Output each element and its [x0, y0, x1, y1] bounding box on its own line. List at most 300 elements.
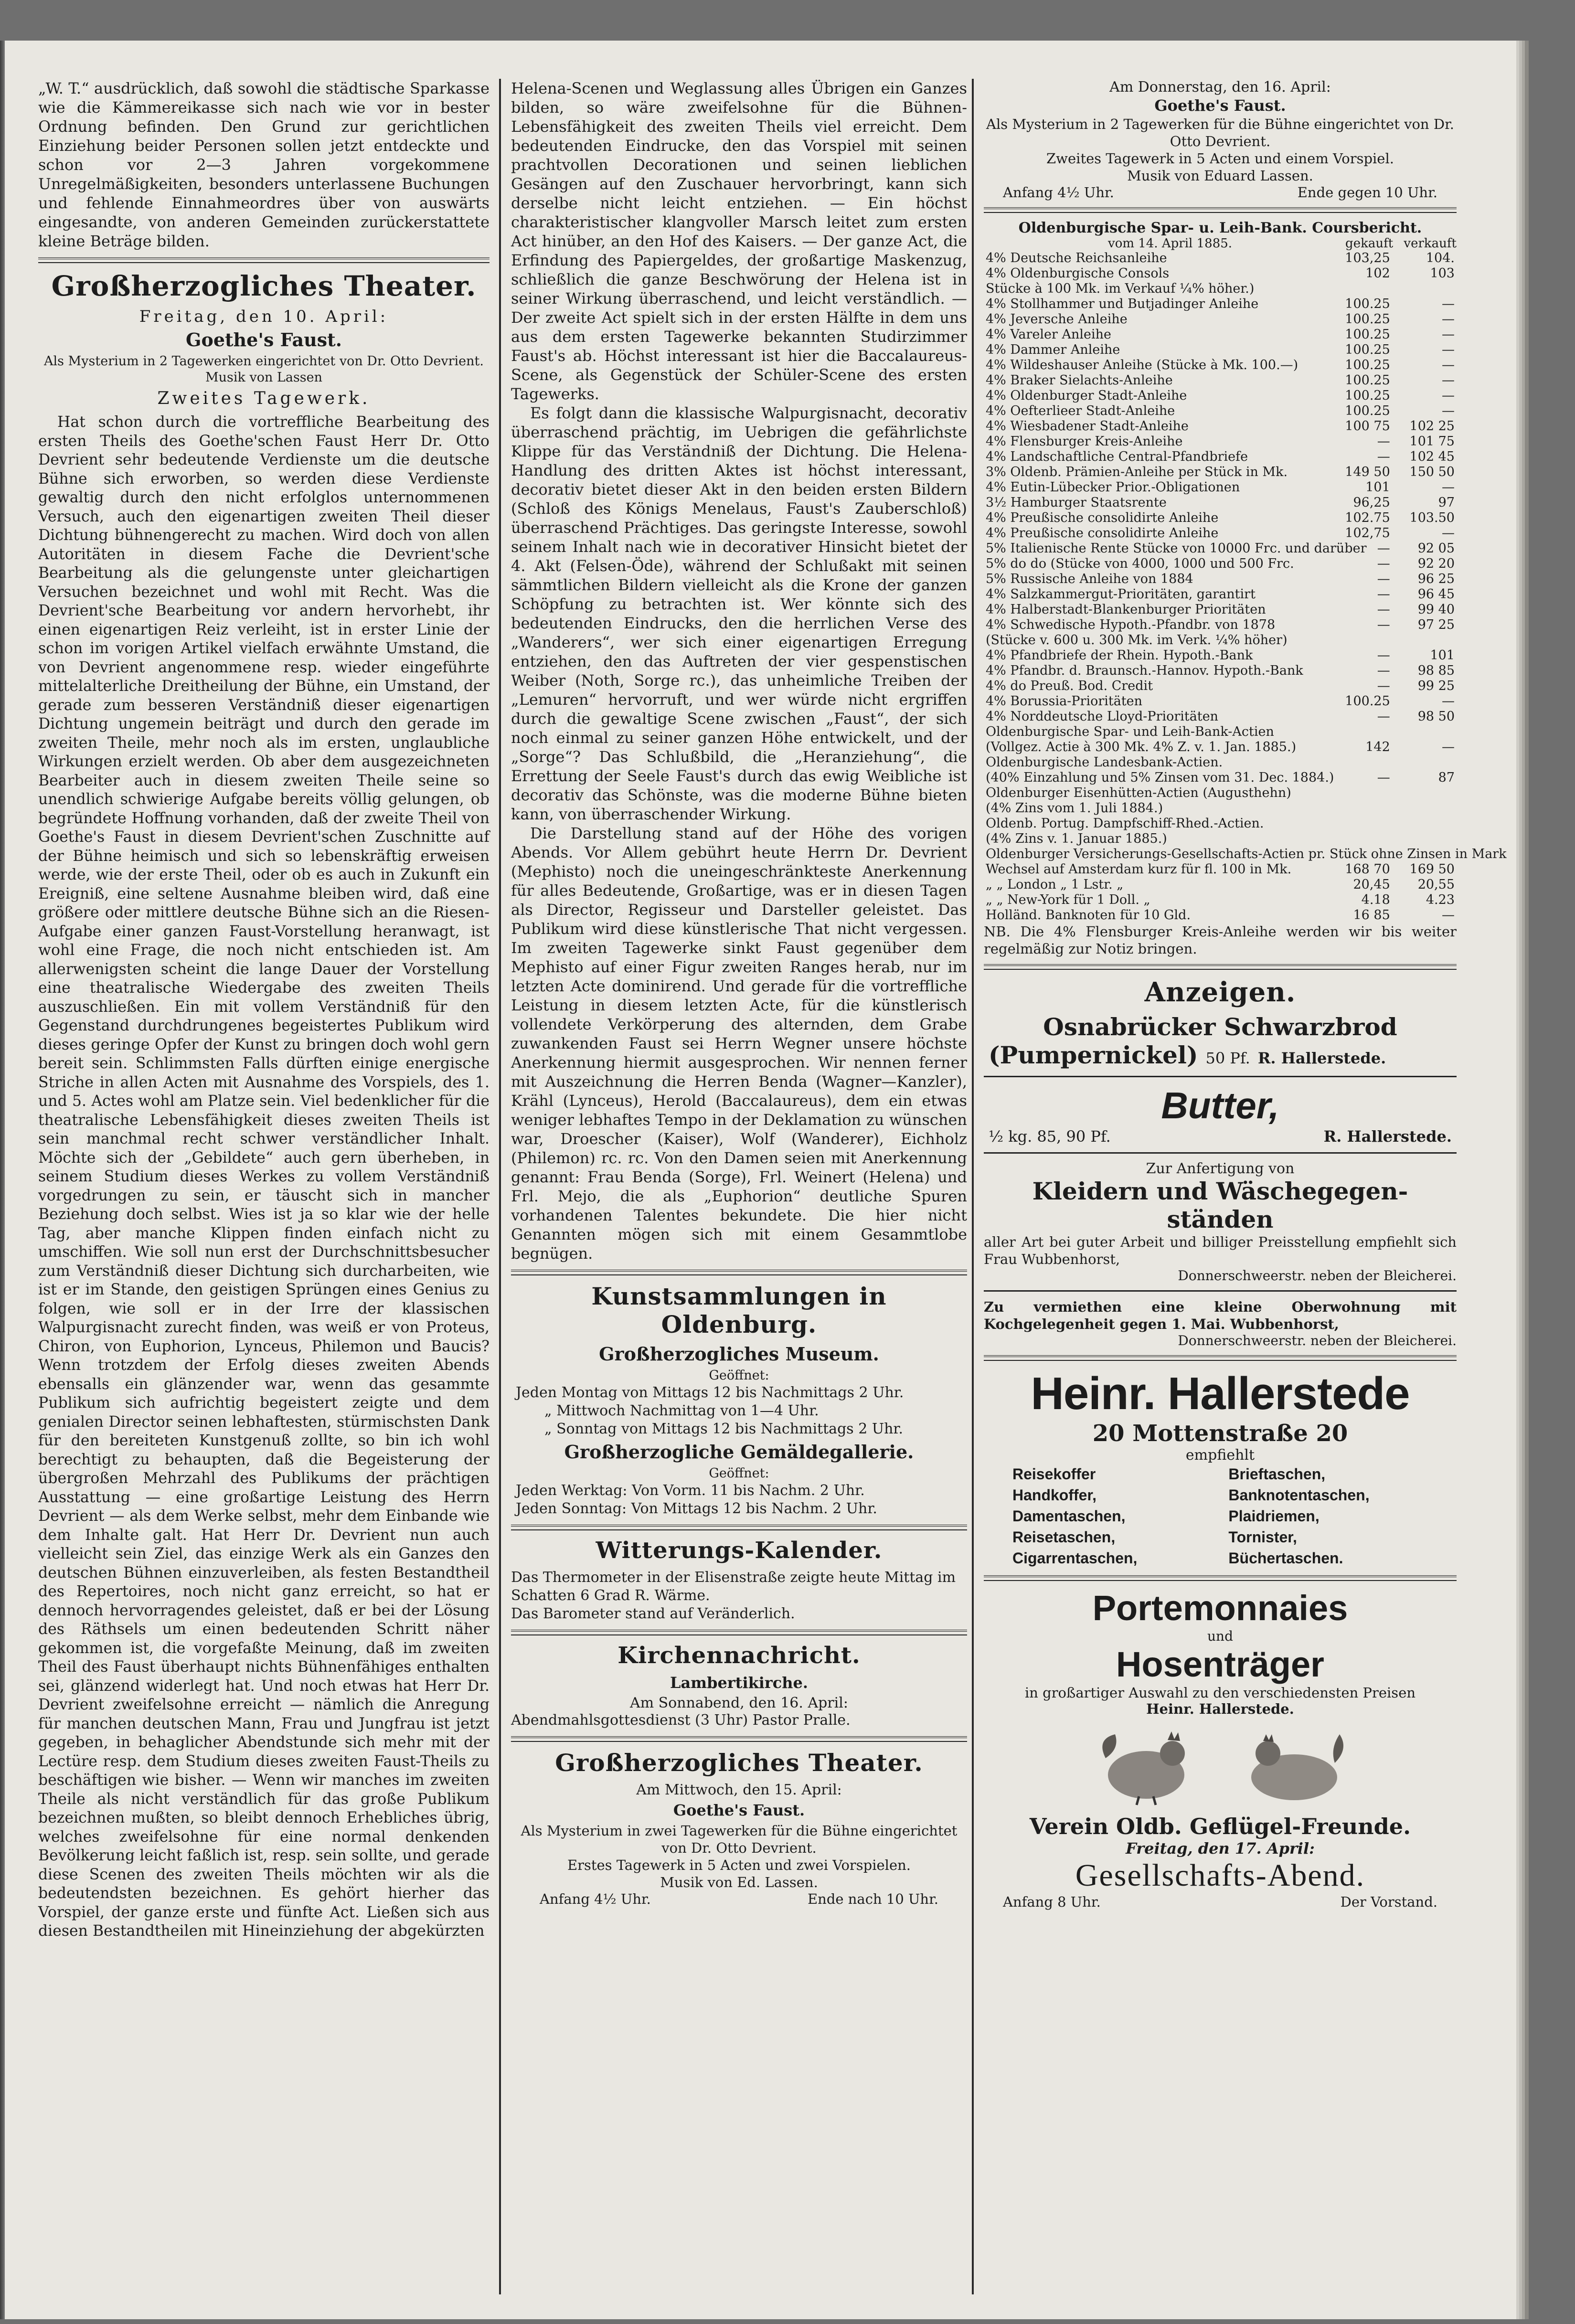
course-security: 4% Vareler Anleihe [986, 327, 1112, 342]
thursday-part: Zweites Tagewerk in 5 Acten und einem Vorspiel. [1046, 150, 1394, 167]
course-security: 5% do do (Stücke von 4000, 1000 und 500 Frc. [986, 556, 1294, 571]
ad-gefluegel [984, 1814, 1457, 1910]
ad-event: Gesellschafts-Abend. [1075, 1858, 1365, 1893]
buy-header: gekauft [1345, 236, 1394, 251]
course-buy: 96,25 [1353, 495, 1390, 510]
course-sell: — [1442, 740, 1455, 754]
ad-rule [984, 1076, 1457, 1077]
ad-pre: Zur Anfertigung von [1146, 1160, 1295, 1177]
course-security: 4% Flensburger Kreis-Anleihe [986, 434, 1183, 449]
opening-label: Geöffnet: [709, 1368, 769, 1383]
course-security: 4% Stollhammer und Butjadinger Anleihe [986, 297, 1259, 311]
play-title: Goethe's Faust. [186, 329, 342, 350]
course-security: 5% Italienische Rente Stücke von 10000 Frc. und darüber [986, 541, 1367, 556]
ad-hallerstede [984, 1368, 1457, 1569]
weather-line: Das Barometer stand auf Veränderlich. [511, 1605, 795, 1622]
course-security: 4% Oldenburgische Consols [986, 266, 1170, 281]
course-security: (Vollgez. Actie à 300 Mk. 4% Z. v. 1. Jan. 1885.) [986, 740, 1297, 754]
ads-heading: Anzeigen. [1144, 976, 1296, 1008]
course-row [984, 679, 1457, 694]
course-row [984, 633, 1457, 648]
course-row [984, 403, 1457, 419]
course-row [984, 449, 1457, 465]
course-buy: 4.18 [1361, 892, 1390, 907]
review-paragraph: Die Darstellung stand auf der Höhe des vorigen Abends. Vor Allem gebührt heute Herrn Dr. Devrient (Mephisto) noch die uneingeschränkteste Anerkennung für alles Bedeutende, Großartige, was er in diesen Tagen als Director, Regisseur und Darsteller geleistet. Das Publikum wird diese künstlerische That nicht vergessen. Im zweiten Tagewerke sinkt Faust gegenüber dem Mephisto auf einer Figur zweiten Ranges herab, nur im letzten Acte dominirend. Und gerade für die vortreffliche Leistung in diesem letzten Acte, für die künstlerisch vollendete Verkörperung des alternden, dem Grabe zuwankenden Faust sei Herrn Wegner unsere höchste Anerkennung hiermit ausgesprochen. Wir nennen ferner mit Auszeichnung die Herren Benda (Wagner—Kanzler), Krähl (Lynceus), Herold (Baccalaureus), dem ein etwas weniger lebhaftes Tempo in der Deklamation zu wünschen war, Droescher (Kaiser), Wolf (Wanderer), Eichholz (Philemon) rc. rc. Von den Damen seien mit Anerkennung genannt: Frau Benda (Sorge), Frl. Weinert (Helena) und Frl. Mejo, die als „Euphorion“ deutliche Spuren vorhandenen Talentes bekundete. Die hier nicht Genannten mögen sich mit einem Gesammtlobe begnügen. [511, 824, 967, 1263]
goods-item: Plaidriemen, [1228, 1507, 1320, 1525]
ad-title: Hosenträger [1116, 1645, 1324, 1684]
course-note: NB. Die 4% Flensburger Kreis-Anleihe werden wir bis weiter regelmäßig zur Notiz bringen. [984, 923, 1457, 957]
course-buy: 100.25 [1345, 373, 1390, 388]
theater-date: Freitag, den 10. April: [139, 307, 389, 326]
course-sell: 97 25 [1417, 617, 1455, 632]
course-row [984, 602, 1457, 617]
ad-title: Portemonnaies [1092, 1588, 1348, 1628]
theater2-play: Goethe's Faust. [673, 1801, 805, 1819]
course-buy [1328, 724, 1392, 740]
sell-header: verkauft [1404, 236, 1457, 251]
course-sell: 150 50 [1409, 465, 1455, 479]
review-paragraph: Helena-Scenen und Weglassung alles Übrigen ein Ganzes bilden, so wäre zweifelsohne für die Bühnen-Lebensfähigkeit des zweiten Theils viel erreicht. Dem bedeutenden Eindrucke, den das Vorspiel mit seinen prachtvollen Decorationen und seinen lieblichen Gesängen auf den Zuschauer hervorbringt, kann sich derselbe nicht leicht entziehen. — Ein höchst charakteristischer klangvoller Marsch leitet zum ersten Act hinüber, an den Hof des Kaisers. — Der ganze Act, die Erfindung des Papiergeldes, der großartige Maskenzug, schließlich die ganze Beschwörung der Helena ist in seiner Wirkung überraschend, und leicht verständlich. — Der zweite Act spielt sich in der ersten Hälfte in dem uns aus dem ersten Tagewerke bekannten Studirzimmer Faust's ab. Höchst interessant ist hier die Baccalaureus-Scene, als Gegenstück der Schüler-Scene des ersten Tagewerks. [511, 79, 967, 403]
course-buy: — [1377, 434, 1390, 449]
course-row [984, 892, 1457, 908]
goods-right [1228, 1464, 1428, 1569]
column-3 [984, 79, 1507, 1910]
ad-rule [984, 1152, 1457, 1154]
ad-kleider [984, 1160, 1457, 1284]
course-buy: 100.25 [1345, 297, 1390, 311]
course-sell: 92 05 [1417, 541, 1455, 556]
goods-item: Damentaschen, [1012, 1507, 1126, 1525]
course-security: Oldenburger Eisenhütten-Actien (Augusthehn) [986, 785, 1291, 800]
section-rule [984, 207, 1457, 213]
ad-seller: Heinr. Hallerstede. [1146, 1701, 1294, 1717]
course-sell [1392, 801, 1457, 816]
ad-rule [984, 1290, 1457, 1292]
course-row [984, 847, 1457, 862]
theater2-date: Am Mittwoch, den 15. April: [636, 1782, 842, 1798]
course-buy: — [1377, 541, 1390, 556]
course-buy: — [1377, 663, 1390, 678]
rooster-image [1091, 1725, 1201, 1806]
ad-address: Donnerschweerstr. neben der Bleicherei. [1178, 1333, 1457, 1348]
course-security: Oldenburger Versicherungs-Gesellschafts-Actien pr. Stück ohne Zinsen in Mark [986, 847, 1507, 861]
thursday-music: Musik von Eduard Lassen. [1127, 168, 1313, 184]
course-sell: 102 45 [1409, 449, 1455, 464]
ad-date: Freitag, den 17. April: [1126, 1839, 1315, 1857]
ad-price: 50 Pf. [1205, 1049, 1250, 1067]
gallery-hours [511, 1482, 967, 1518]
course-buy [1328, 785, 1392, 801]
ad-text: aller Art bei guter Arbeit und billiger Preisstellung empfiehlt sich Frau Wubbenhorst, [984, 1234, 1457, 1267]
course-buy: 149 50 [1345, 465, 1390, 479]
course-buy: — [1377, 572, 1390, 586]
course-buy: 102,75 [1345, 526, 1390, 541]
course-row [984, 587, 1457, 602]
goods-item: Reisekoffer [1012, 1465, 1096, 1483]
ad-seller: R. Hallerstede. [1323, 1127, 1452, 1146]
course-row [984, 877, 1457, 892]
course-buy: 100.25 [1345, 403, 1390, 418]
course-cols [1345, 236, 1457, 251]
course-security: 4% Braker Sielachts-Anleihe [986, 373, 1173, 388]
course-security: Holländ. Banknoten für 10 Gld. [986, 908, 1191, 923]
course-buy: 100.25 [1345, 358, 1390, 372]
course-buy: — [1377, 556, 1390, 571]
course-security: Oldenburgische Landesbank-Actien. [986, 755, 1223, 770]
poultry-illustration [984, 1725, 1457, 1806]
course-sell [1392, 633, 1457, 648]
course-sell: — [1442, 694, 1455, 709]
course-row [984, 663, 1457, 679]
course-sell: — [1442, 297, 1455, 311]
course-buy: — [1377, 602, 1390, 617]
course-security: 4% Schwedische Hypoth.-Pfandbr. von 1878 [986, 617, 1276, 632]
review-paragraph: Hat schon durch die vortreffliche Bearbeitung des ersten Theils des Goethe'schen Faust Herr Dr. Otto Devrient sehr bedeutende Verdienste um die deutsche Bühne sich erworben, so werden diese Verdienste gewaltig durch den nicht erfolglos unternommenen Versuch, auch den eigenartigen zweiten Theil dieser Dichtung bühnengerecht zu machen. Wird doch von allen Autoritäten in diesem Fache die Devrient'sche Bearbeitung als die gelungenste unter gleichartigen Versuchen bezeichnet und wohl mit Recht. Was die Devrient'sche Bearbeitung vor andern hervorhebt, ihr einen eigenartigen Reiz verleiht, ist in erster Linie der schon im vorigen Artikel vielfach erwähnte Umstand, die von Devrient angenommene resp. wieder eingeführte mittelalterliche Dreitheilung der Bühne, ein Umstand, der gerade zum besseren Verständniß dieser eigenartigen Dichtung ungemein beiträgt und durch den gerade im zweiten Theile, mehr noch als im ersten, unglaubliche Wirkungen erzielt werden. Ob aber dem ausgezeichneten Bearbeiter auch in diesem zweiten Theile seine so unendlich schwierige Aufgabe bereits völlig gelungen, ob begründete Hoffnung vorhanden, daß der zweite Theil von Goethe's Faust in diesem Devrient'schen Zuschnitte auf der Bühne heimisch und sich so lebenskräftig erweisen werde, wie der erste Theil, oder ob es auch in Zukunft ein Ereigniß, eine seltene Ausnahme bleiben wird, daß eine größere oder mittlere deutsche Bühne sich an die Riesen-Aufgabe einer ganzen Faust-Vorstellung heranwagt, ist wohl eine Frage, die noch nicht entschieden ist. Am allerwenigsten scheint die lange Dauer der Vorstellung eine theatralische Wiedergabe des zweiten Theils auszuschließen. Ein mit vollem Verständniß für den Gegenstand durchdrungenes begeistertes Publikum wird dieses geringe Opfer der Kunst zu bringen doch wohl gern bereit sein. Schlimmsten Falls dürften einige energische Striche in allen Acten mit Ausnahme des Vorspiels, des 1. und 5. Actes wohl am Platze sein. Viel bedenklicher für die theatralische Lebensfähigkeit dieses zweiten Theils ist sein manchmal recht schwer verständlicher Inhalt. Möchte sich der „Gebildete“ auch gern überheben, in seinem Studium dieses Werkes zu vollem Verständniß vorgedrungen zu sein, er täuscht sich in mancher Beziehung doch selbst. Wies ist ja so klar wie der helle Tag, aber manche Klippen finden einfach nicht zu umschiffen. Wie soll nun erst der Durchschnittsbesucher zum Verständniß dieser Dichtung sich durcharbeiten, wie ist er im Stande, den geistigen Sprüngen eines Genius zu folgen, wie soll er in der Irre der klassischen Walpurgisnacht zurecht finden, was weiß er von Proteus, Chiron, von Euphorion, Lynceus, Philemon und Baucis? Wenn trotzdem der Erfolg dieses zweiten Abends ebensalls ein glänzender war, wenn das gesammte Publikum sich aufrichtig begeistert zeigte und dem genialen Director seinen lebhaftesten, stürmischsten Dank für den bereiteten Kunstgenuß zollte, so bin ich wohl berechtigt zu behaupten, daß die Begeisterung der übergroßen Mehrzahl des Publikums der prächtigen Ausstattung — eine großartige Leistung des Herrn Devrient — als dem Werke selbst, mehr dem Einbande wie dem Inhalte galt. Hat Herr Dr. Devrient nun auch vielleicht sein Ziel, das einzige Werk als ein Ganzes den deutschen Bühnen einzuverleiben, als festen Bestandtheil des Repertoires, noch nicht ganz erreicht, so hat er dennoch hervorragendes geleistet, daß er bei der Lösung des Räthsels um einen bedeutenden Schritt näher gekommen ist, die vorgefaßte Meinung, daß im zweiten Theil des Faust überhaupt nichts Bühnenfähiges enthalten sei, glänzend widerlegt hat. Und noch etwas hat Herr Dr. Devrient zweifelsohne erreicht — nämlich die Anregung für manchen deutschen Mann, Frau und Jungfrau ist jetzt gegeben, in behaglicher Abendstunde sich mehr mit der Lectüre resp. dem Studium dieses zweiten Faust-Theils zu beschäftigen wie bisher. — Wenn wir manches im zweiten Theile als nicht verständlich für das große Publikum bezeichnen mußten, so bleibt dennoch Erhebliches übrig, welches zweifelsohne für eine normal denkenden Bevölkerung leicht faßlich ist, resp. sein sollte, und gerade diese Scenen des zweiten Theils möchten wir als die bedeutendsten bezeichnen. Es gehört hierher das Vorspiel, der ganze erste und fünfte Act. Ließen sich aus diesen Bestandtheilen mit Hineinziehung der abgekürzten [38, 414, 490, 1940]
course-buy [1328, 755, 1392, 770]
weather-heading: Witterungs-Kalender. [596, 1537, 883, 1564]
review-paragraph: Es folgt dann die klassische Walpurgisnacht, decorativ überraschend prächtig, im Uebrigen die gefährlichste Klippe für das Verständniß der Dichtung. Die Helena-Handlung des dritten Aktes ist höchst interessant, decorativ bietet dieser Akt in den beiden ersten Bildern (Schloß des Königs Menelaus, Faust's Zauberschloß) überraschend Prächtiges. Das geringste Interesse, sowohl seinem Inhalt nach wie in decorativer Hinsicht bietet der 4. Akt (Felsen-Öde), während der Schlußakt mit seinen sämmtlichen Bildern vielleicht als die Krone der ganzen Schöpfung zu betrachten ist. Wer könnte sich des bedeutenden Eindrucks, den die herrlichen Verse des „Wanderers“, wer sich einer eigenartigen Erregung entziehen, den das Auftreten der vier gespenstischen Weiber (Noth, Sorge rc.), das unheimliche Treiben der „Lemuren“ hervorruft, und wer würde nicht ergriffen durch die gewaltige Scene zwischen „Faust“, der sich noch einmal zu seiner ganzen Höhe entwickelt, und der „Sorge“? Das Schlußbild, die „Heranziehung“, die Errettung der Seele Faust's durch das ewig Weibliche ist decorativ das Schönste, was die moderne Bühne bieten kann, von überraschender Wirkung. [511, 404, 967, 823]
course-sell: 103.50 [1409, 510, 1455, 525]
course-sell: 103 [1430, 266, 1455, 281]
goods-item: Büchertaschen. [1228, 1549, 1343, 1567]
course-sell: 96 25 [1417, 572, 1455, 586]
course-sell: — [1442, 480, 1455, 495]
section-rule [511, 1736, 967, 1742]
course-security: „ „ New-York für 1 Doll. „ [986, 892, 1150, 907]
course-security: 3% Oldenb. Prämien-Anleihe per Stück in Mk. [986, 465, 1288, 479]
course-security: 4% Wildeshauser Anleihe (Stücke à Mk. 100.—) [986, 358, 1298, 372]
course-security: 4% Pfandbr. d. Braunsch.-Hannov. Hypoth.-Bank [986, 663, 1303, 678]
course-row [984, 740, 1457, 755]
course-row [984, 281, 1457, 297]
ad-title: Kleidern und Wäschegegen- [1032, 1177, 1408, 1205]
thursday-text: Als Mysterium in 2 Tagewerken für die Bühne eingerichtet von Dr. Otto Devrient. [986, 116, 1454, 149]
course-buy: — [1377, 679, 1390, 693]
weather-line: Das Thermometer in der Elisenstraße zeigte heute Mittag im Schatten 6 Grad R. Wärme. [511, 1569, 956, 1604]
course-row [984, 480, 1457, 495]
course-row [984, 816, 1457, 831]
course-row [984, 724, 1457, 740]
course-security: 4% Landschaftliche Central-Pfandbriefe [986, 449, 1248, 464]
course-sell: — [1442, 342, 1455, 357]
course-sell [1392, 816, 1457, 831]
theater2-times [511, 1891, 967, 1907]
course-security: 4% do Preuß. Bod. Credit [986, 679, 1153, 693]
course-row [984, 312, 1457, 327]
course-sell: — [1442, 358, 1455, 372]
ad-address: Donnerschweerstr. neben der Bleicherei. [1178, 1268, 1457, 1284]
course-sell: 99 40 [1417, 602, 1455, 617]
course-buy: 100.25 [1345, 327, 1390, 342]
church-date: Am Sonnabend, den 16. April: [630, 1695, 848, 1711]
course-security: 4% Preußische consolidirte Anleihe [986, 526, 1219, 541]
hours-line: Jeden Werktag: Von Vorm. 11 bis Nachm. 2 Uhr. [516, 1482, 865, 1499]
course-row [984, 908, 1457, 923]
course-buy: 168 70 [1345, 862, 1390, 877]
ad-footer [984, 1894, 1457, 1910]
course-sell: 101 75 [1409, 434, 1455, 449]
course-sell: — [1442, 312, 1455, 327]
course-row [984, 419, 1457, 434]
goods-item: Banknotentaschen, [1228, 1486, 1370, 1504]
goods-item: Cigarrentaschen, [1012, 1549, 1138, 1567]
course-buy: 16 85 [1353, 908, 1390, 923]
course-security: 4% Borussia-Prioritäten [986, 694, 1143, 709]
course-row [984, 648, 1457, 663]
course-sell: — [1442, 403, 1455, 418]
intro-paragraph: „W. T.“ ausdrücklich, daß sowohl die städtische Sparkasse wie die Kämmereikasse sich nach wie vor in bester Ordnung befinden. Den Grund zur gerichtlichen Einziehung beider Personen sollen jetzt entdeckte und schon vor 2—3 Jahren vorgekommene Unregelmäßigkeiten, besonders unterlassene Buchungen und fehlende Einnahmeordres über von auswärts eingesandte, von anderen Gemeinden zurückerstattete kleine Beträge bilden. [38, 79, 490, 250]
course-sell: — [1442, 908, 1455, 923]
course-security: (4% Zins v. 1. Januar 1885.) [986, 831, 1167, 846]
course-sell [1392, 831, 1457, 847]
course-title: Oldenburgische Spar- u. Leih-Bank. Coursbericht. [1018, 220, 1422, 236]
course-buy: 100.25 [1345, 694, 1390, 709]
course-security: 4% Dammer Anleihe [986, 342, 1120, 357]
ad-title: ständen [1167, 1205, 1274, 1233]
course-row [984, 862, 1457, 877]
course-buy: — [1377, 617, 1390, 632]
start-time: Anfang 4½ Uhr. [1003, 184, 1114, 201]
course-security: 3½ Hamburger Staatsrente [986, 495, 1167, 510]
ad-and: und [1207, 1628, 1233, 1644]
course-buy: 142 [1365, 740, 1390, 754]
ad-rule [984, 1355, 1457, 1361]
goods-item: Handkoffer, [1012, 1486, 1097, 1504]
play-subtitle: Als Mysterium in 2 Tagewerken eingerichtet von Dr. Otto Devrient. Musik von Lassen [44, 354, 484, 385]
course-security: 4% Wiesbadener Stadt-Anleihe [986, 419, 1189, 434]
course-row [984, 495, 1457, 510]
ad-title: Heinr. Hallerstede [1031, 1368, 1410, 1419]
course-row [984, 755, 1457, 770]
course-row [984, 266, 1457, 281]
course-sell: 104. [1426, 251, 1455, 265]
museum-heading: Großherzogliches Museum. [599, 1343, 879, 1365]
course-buy: 101 [1365, 480, 1390, 495]
column-2 [511, 79, 967, 1907]
course-security: 4% Preußische consolidirte Anleihe [986, 510, 1219, 525]
hours-line: „ Mittwoch Nachmittag von 1—4 Uhr. [544, 1402, 819, 1419]
course-sell: — [1442, 388, 1455, 403]
course-row [984, 831, 1457, 847]
course-sell: 99 25 [1417, 679, 1455, 693]
ad-title: (Pumpernickel) [989, 1041, 1198, 1069]
end-time: Ende nach 10 Uhr. [807, 1891, 938, 1907]
weather-text [511, 1569, 967, 1623]
course-buy: 100.25 [1345, 388, 1390, 403]
course-buy: 20,45 [1353, 877, 1390, 892]
course-sell: — [1442, 373, 1455, 388]
ad-price: ½ kg. 85, 90 Pf. [989, 1127, 1111, 1146]
course-security: 4% Oefterlieer Stadt-Anleihe [986, 403, 1175, 418]
course-sell [1392, 755, 1457, 770]
course-row [984, 434, 1457, 449]
course-sell: 20,55 [1417, 877, 1455, 892]
hours-line: Jeden Sonntag: Von Mittags 12 bis Nachm. 2 Uhr. [516, 1500, 877, 1517]
course-sell: 98 85 [1417, 663, 1455, 678]
course-security: 4% Jeversche Anleihe [986, 312, 1128, 327]
course-sell [1392, 785, 1457, 801]
section-rule [511, 1525, 967, 1530]
course-buy: 100.25 [1345, 342, 1390, 357]
goods-left [1012, 1464, 1212, 1569]
theater2-music: Musik von Ed. Lassen. [660, 1874, 818, 1890]
course-row [984, 617, 1457, 633]
course-row [984, 251, 1457, 266]
church-sub: Lambertikirche. [670, 1674, 809, 1692]
course-row [984, 297, 1457, 312]
ad-line [984, 1127, 1457, 1146]
church-text: Abendmahlsgottesdienst (3 Uhr) Pastor Pralle. [511, 1712, 851, 1729]
course-row [984, 556, 1457, 572]
course-row [984, 373, 1457, 388]
goods-item: Tornister, [1228, 1528, 1297, 1546]
ad-text: Zu vermiethen eine kleine Oberwohnung mit Kochgelegenheit gegen 1. Mai. Wubbenhorst, [984, 1299, 1457, 1332]
course-sell: — [1442, 526, 1455, 541]
course-sell: 98 50 [1417, 709, 1455, 724]
course-sell: 97 [1438, 495, 1455, 510]
course-buy [1328, 816, 1392, 831]
course-sell: — [1442, 327, 1455, 342]
course-security: Oldenb. Portug. Dampfschiff-Rhed.-Actien. [986, 816, 1264, 831]
course-sell [1392, 281, 1457, 297]
course-row [984, 694, 1457, 709]
course-subheader [984, 236, 1457, 251]
course-sell [1392, 724, 1457, 740]
course-security: 4% Norddeutsche Lloyd-Prioritäten [986, 709, 1219, 724]
theater2-part: Erstes Tagewerk in 5 Acten und zwei Vorspielen. [567, 1857, 911, 1873]
ad-title: Verein Oldb. Geflügel-Freunde. [1029, 1814, 1411, 1839]
course-buy: — [1377, 709, 1390, 724]
thursday-times [984, 184, 1457, 201]
course-row [984, 510, 1457, 526]
church-heading: Kirchennachricht. [617, 1642, 861, 1669]
course-row [984, 327, 1457, 342]
course-row [984, 709, 1457, 724]
ad-wohnung [984, 1298, 1457, 1348]
course-buy: 102 [1365, 266, 1390, 281]
course-security: Oldenburgische Spar- und Leih-Bank-Actien [986, 724, 1274, 739]
end-time: Ende gegen 10 Uhr. [1297, 184, 1437, 201]
course-security: (4% Zins vom 1. Juli 1884.) [986, 801, 1163, 816]
course-row [984, 770, 1457, 785]
course-buy [1328, 801, 1392, 816]
course-security: 4% Deutsche Reichsanleihe [986, 251, 1167, 265]
ad-butter [984, 1084, 1457, 1146]
course-row [984, 541, 1457, 556]
section-rule [511, 1630, 967, 1635]
course-sell: 169 50 [1409, 862, 1455, 877]
course-security: Stücke à 100 Mk. im Verkauf ¼% höher.) [986, 281, 1255, 296]
thursday-play: Goethe's Faust. [1154, 96, 1286, 115]
course-security: Wechsel auf Amsterdam kurz für fl. 100 in Mk. [986, 862, 1292, 877]
section-rule [38, 257, 490, 263]
course-sell: 4.23 [1426, 892, 1455, 907]
column-divider [499, 79, 501, 2294]
course-table [984, 251, 1507, 923]
course-security: 4% Pfandbriefe der Rhein. Hypoth.-Bank [986, 648, 1253, 663]
course-row [984, 572, 1457, 587]
hours-line: Jeden Montag von Mittags 12 bis Nachmittags 2 Uhr. [516, 1384, 904, 1401]
course-buy: — [1377, 587, 1390, 602]
ad-start: Anfang 8 Uhr. [1003, 1894, 1101, 1910]
ad-seller: R. Hallerstede. [1257, 1049, 1386, 1067]
ad-title: Butter, [1161, 1084, 1279, 1126]
course-row [984, 785, 1457, 801]
course-security: 4% Oldenburger Stadt-Anleihe [986, 388, 1187, 403]
tagewerk-heading: Zweites Tagewerk. [157, 389, 371, 408]
course-sell: 102 25 [1409, 419, 1455, 434]
section-rule [511, 1270, 967, 1275]
ad-address: 20 Mottenstraße 20 [1092, 1420, 1348, 1447]
course-buy [1328, 633, 1392, 648]
ad-rule [984, 1575, 1457, 1581]
ad-line [984, 1041, 1457, 1069]
newspaper-page [5, 41, 1516, 2319]
hours-line: „ Sonntag von Mittags 12 bis Nachmittags 2 Uhr. [544, 1421, 904, 1437]
course-row [984, 465, 1457, 480]
course-buy: 103,25 [1345, 251, 1390, 265]
gallery-heading: Großherzogliche Gemäldegallerie. [564, 1441, 914, 1463]
course-security: 4% Eutin-Lübecker Prior.-Obligationen [986, 480, 1240, 495]
course-row [984, 358, 1457, 373]
column-divider [972, 79, 974, 2294]
course-sell: 96 45 [1417, 587, 1455, 602]
hen-image [1239, 1725, 1349, 1806]
course-security: (Stücke v. 600 u. 300 Mk. im Verk. ¼% höher) [986, 633, 1288, 647]
course-row [984, 342, 1457, 358]
course-buy: 100.25 [1345, 312, 1390, 327]
theater-heading: Großherzogliches Theater. [51, 270, 477, 302]
ad-portemonnaies [984, 1588, 1457, 1717]
ad-sign: Der Vorstand. [1340, 1894, 1437, 1910]
course-security: 5% Russische Anleihe von 1884 [986, 572, 1193, 586]
section-rule [984, 964, 1457, 970]
start-time: Anfang 4½ Uhr. [540, 1891, 651, 1907]
course-buy: 102.75 [1345, 510, 1390, 525]
course-buy: — [1377, 449, 1390, 464]
museum-hours [511, 1384, 967, 1438]
course-sell: 87 [1438, 770, 1455, 785]
course-buy [1328, 831, 1392, 847]
ad-title: Osnabrücker Schwarzbrod [1043, 1013, 1397, 1041]
ad-recommends: empfiehlt [1185, 1447, 1255, 1464]
column-1 [38, 79, 490, 1941]
course-security: „ „ London „ 1 Lstr. „ [986, 877, 1124, 892]
course-row [984, 526, 1457, 541]
opening-label: Geöffnet: [709, 1466, 769, 1481]
theater2-text: Als Mysterium in zwei Tagewerken für die Bühne eingerichtet von Dr. Otto Devrient. [521, 1823, 958, 1856]
ad-schwarzbrod [984, 1013, 1457, 1069]
course-security: (40% Einzahlung und 5% Zinsen vom 31. Dec. 1884.) [986, 770, 1334, 785]
course-buy [1328, 281, 1392, 297]
course-buy: — [1377, 648, 1390, 663]
course-buy: — [1377, 770, 1390, 785]
goods-item: Reisetaschen, [1012, 1528, 1116, 1546]
course-row [984, 388, 1457, 403]
course-row [984, 801, 1457, 816]
ad-text: in großartiger Auswahl zu den verschiedensten Preisen [1024, 1685, 1416, 1701]
goods-item: Brieftaschen, [1228, 1465, 1326, 1483]
kunst-heading: Kunstsammlungen in Oldenburg. [591, 1282, 887, 1338]
course-sell: 92 20 [1417, 556, 1455, 571]
ad-goods [984, 1464, 1457, 1569]
course-security: 4% Halberstadt-Blankenburger Prioritäten [986, 602, 1266, 617]
course-buy: 100 75 [1345, 419, 1390, 434]
theater2-heading: Großherzogliches Theater. [555, 1749, 923, 1777]
thursday-date: Am Donnerstag, den 16. April: [1109, 79, 1331, 96]
course-security: 4% Salzkammergut-Prioritäten, garantirt [986, 587, 1256, 602]
course-date: vom 14. April 1885. [1108, 236, 1233, 251]
